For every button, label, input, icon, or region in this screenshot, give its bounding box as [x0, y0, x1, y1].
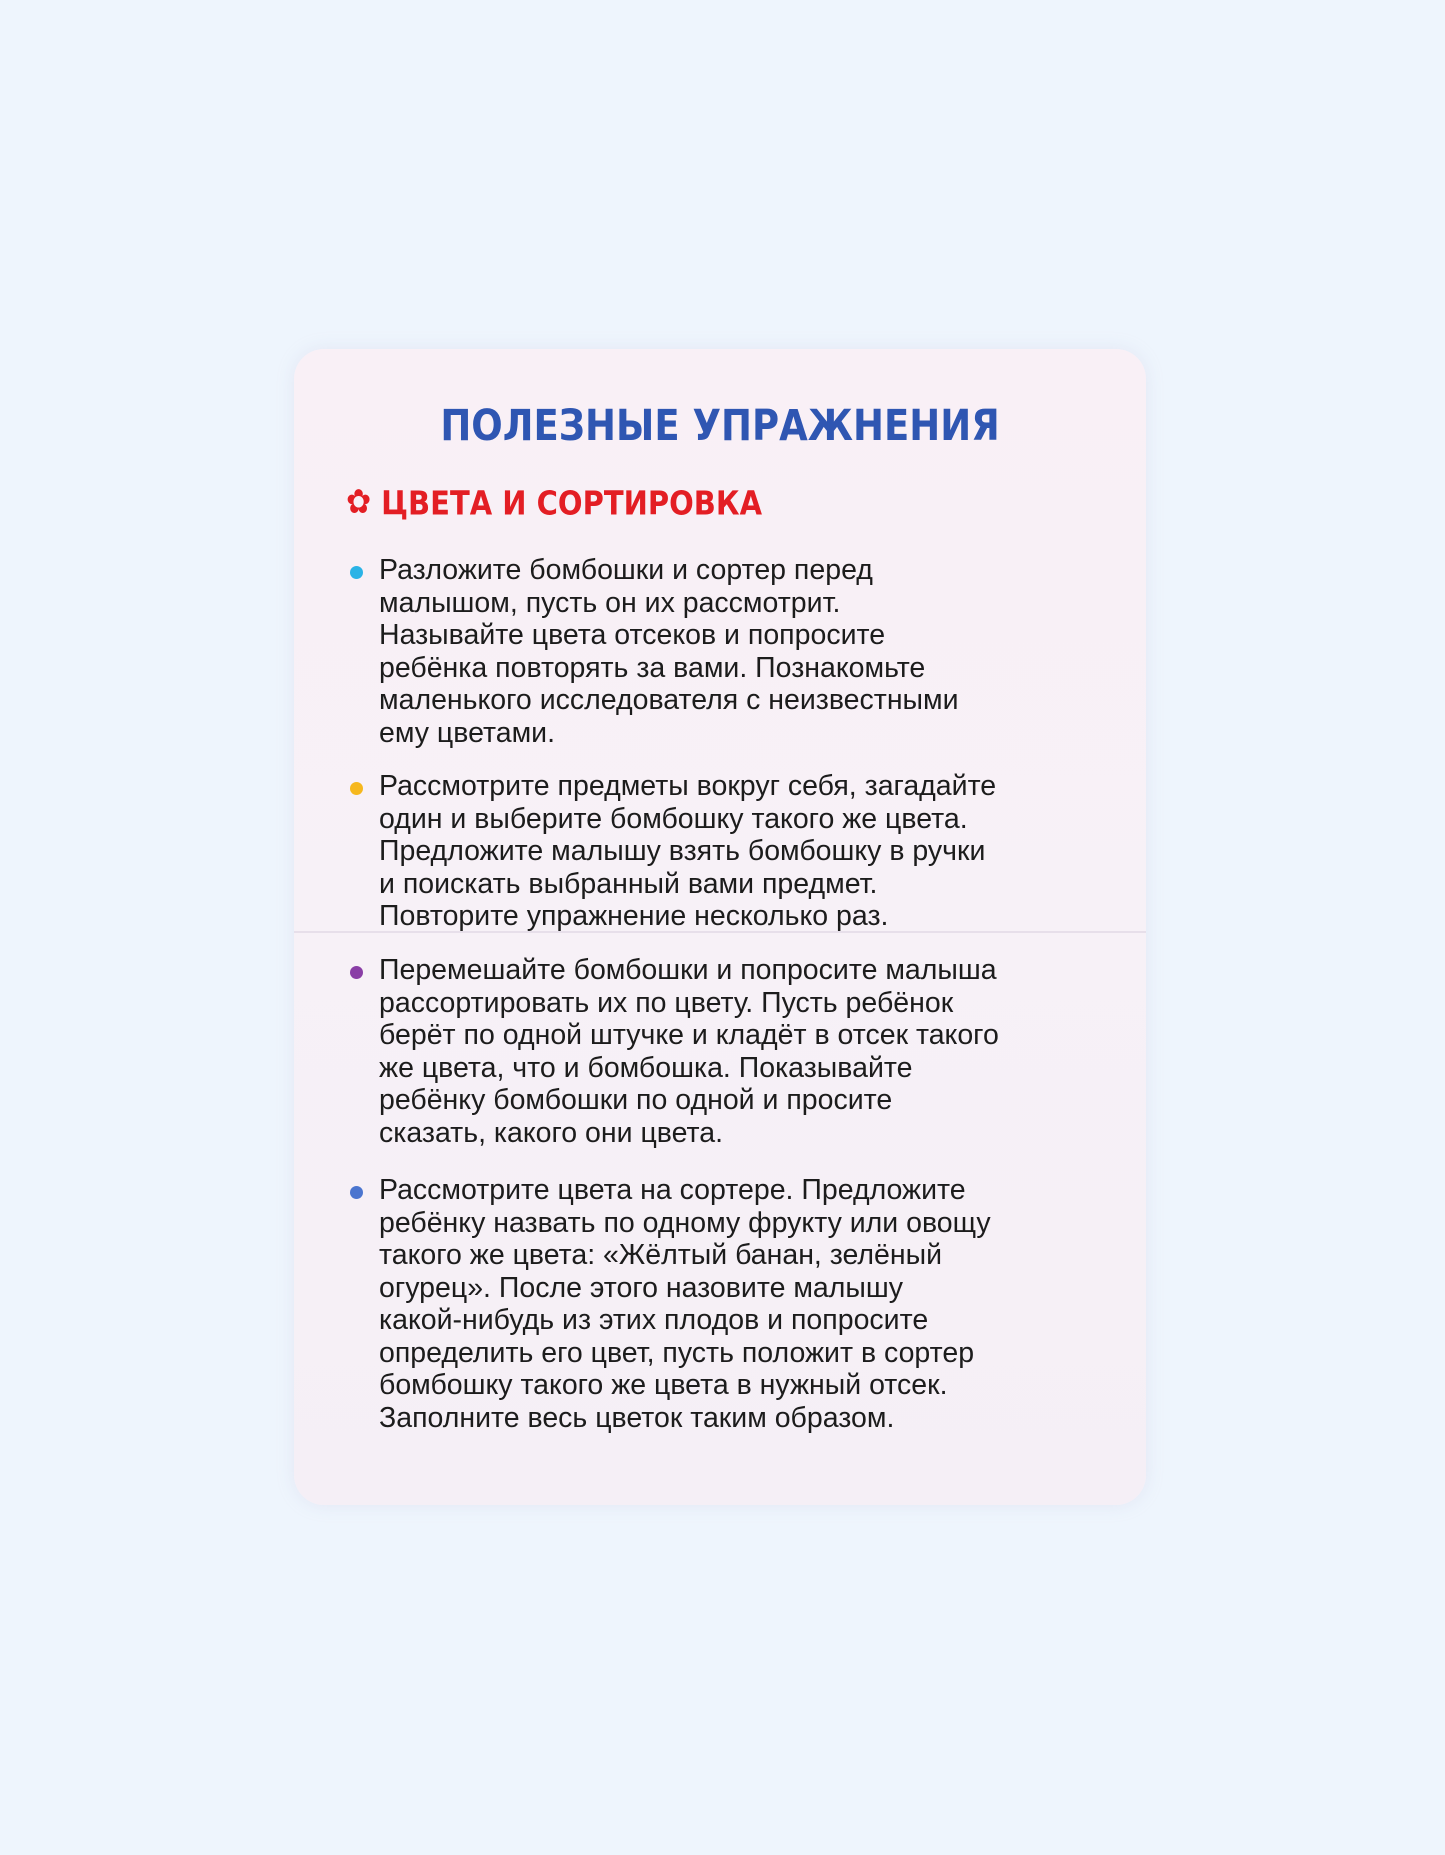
section-heading: [346, 483, 762, 522]
list-item-text: Рассмотрите цвета на сортере. Предложите ребёнку назвать по одному фрукту или овощу такого же цвета: «Жёлтый банан, зелёный огурец». После этого назовите малышу какой-нибудь из этих плодов и попросите определить его цвет, пусть положит в сортер бомбошку такого же цвета в нужный отсек. Заполните весь цветок таким образом.: [379, 1174, 991, 1434]
bullet-dot-icon: [350, 1186, 363, 1199]
section-heading-label: ЦВЕТА И СОРТИРОВКА: [381, 483, 763, 522]
bullet-dot-icon: [350, 566, 363, 579]
flower-icon: ✿: [346, 482, 372, 523]
list-item-text: Разложите бомбошки и сортер перед малышом, пусть он их рассмотрит. Называйте цвета отсеков и попросите ребёнка повторять за вами. Познакомьте маленького исследователя с неизвестными ему цветами.: [379, 554, 959, 749]
bullet-dot-icon: [350, 966, 363, 979]
page-title: ПОЛЕЗНЫЕ УПРАЖНЕНИЯ: [440, 400, 1000, 451]
list-item-text: Перемешайте бомбошки и попросите малыша рассортировать их по цвету. Пусть ребёнок берёт по одной штучке и кладёт в отсек такого же цвета, что и бомбошка. Показывайте ребёнку бомбошки по одной и просите сказать, какого они цвета.: [379, 954, 999, 1149]
list-item-text: Рассмотрите предметы вокруг себя, загадайте один и выберите бомбошку такого же цвета. Предложите малышу взять бомбошку в ручки и поискать выбранный вами предмет. Повторите упражнение несколько раз.: [379, 770, 997, 932]
instruction-card: [294, 349, 1146, 1505]
bullet-dot-icon: [350, 782, 363, 795]
